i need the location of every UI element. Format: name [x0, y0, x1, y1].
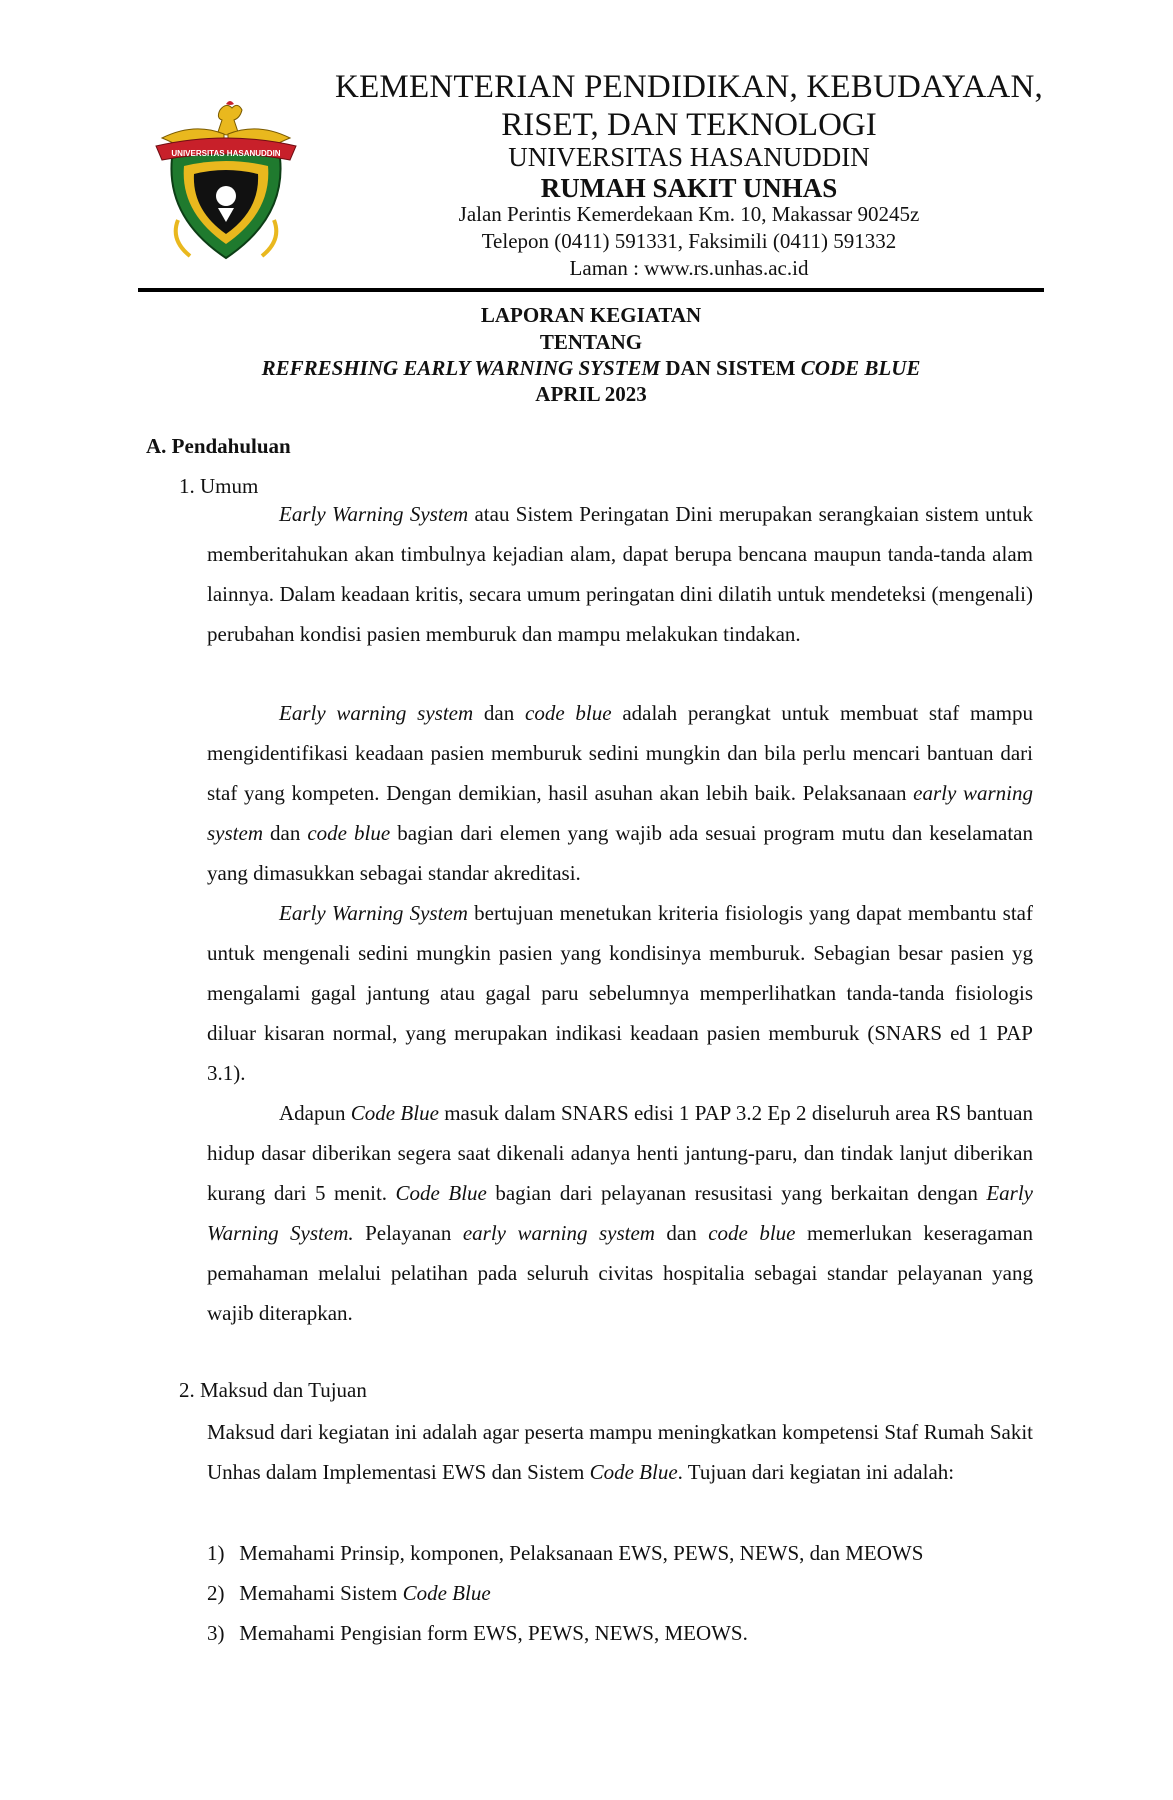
- subsection-heading-tujuan: 2. Maksud dan Tujuan: [179, 1378, 367, 1402]
- p4-text-c: masuk dalam SNARS edisi 1 PAP 3.2 Ep 2 diseluruh area RS bantuan hidup dasar diberikan segera saat dikenali adanya henti jantung-paru, dan tindak lanjut diberikan kurang dari 5 menit.: [207, 1101, 1033, 1205]
- report-title-connector: TENTANG: [539, 330, 643, 354]
- p4-italic-b: Code Blue: [350, 1101, 439, 1125]
- website-line: Laman : www.rs.unhas.ac.id: [569, 256, 809, 280]
- p2-text-b: dan: [473, 701, 526, 725]
- p5-text-c: . Tujuan dari kegiatan ini adalah:: [677, 1460, 955, 1484]
- list-number: 1): [207, 1541, 225, 1565]
- p3-italic: Early Warning System: [279, 901, 468, 925]
- p2-italic-e: early warning system: [207, 781, 1033, 845]
- list-item: [207, 1613, 1033, 1653]
- section-heading: A. Pendahuluan: [146, 434, 291, 458]
- subject-italic-b: CODE BLUE: [800, 356, 921, 380]
- report-title: LAPORAN KEGIATAN: [480, 303, 702, 327]
- ministry-line-1: KEMENTERIAN PENDIDIKAN, KEBUDAYAAN,: [335, 69, 1043, 105]
- university-name: UNIVERSITAS HASANUDDIN: [508, 142, 870, 172]
- report-date: APRIL 2023: [535, 382, 647, 406]
- p4-italic-f: Early Warning System.: [207, 1181, 1033, 1245]
- list-item: [207, 1573, 1033, 1613]
- paragraph-2: [207, 693, 1033, 893]
- p5-italic-b: Code Blue: [589, 1460, 678, 1484]
- subject-italic-a: REFRESHING EARLY WARNING SYSTEM: [261, 356, 661, 380]
- subsection-heading-umum: 1. Umum: [179, 474, 259, 498]
- p4-text-e: bagian dari pelayanan resusitasi yang berkaitan dengan: [486, 1181, 987, 1205]
- ministry-line-2: RISET, DAN TEKNOLOGI: [501, 107, 877, 143]
- list-text: Memahami Pengisian form EWS, PEWS, NEWS, MEOWS.: [239, 1621, 748, 1645]
- letterhead-divider: [138, 288, 1044, 292]
- p2-text-d: adalah perangkat untuk membuat staf mampu mengidentifikasi keadaan pasien memburuk sedini mungkin dan bila perlu mencari bantuan dari staf yang kompeten. Dengan demikian, hasil asuhan akan lebih baik. Pelaksanaan: [207, 701, 1033, 805]
- p4-text-g: Pelayanan: [353, 1221, 463, 1245]
- phone-line: Telepon (0411) 591331, Faksimili (0411) 591332: [481, 229, 897, 253]
- p4-italic-j: code blue: [708, 1221, 796, 1245]
- p2-italic-a: Early warning system: [279, 701, 474, 725]
- university-seal-logo: [152, 100, 300, 268]
- list-number: 2): [207, 1581, 225, 1605]
- p2-italic-g: code blue: [307, 821, 391, 845]
- list-item: [207, 1533, 1033, 1573]
- paragraph-1: [207, 494, 1033, 654]
- p4-italic-d: Code Blue: [395, 1181, 487, 1205]
- address-line: Jalan Perintis Kemerdekaan Km. 10, Makassar 90245z: [458, 202, 920, 226]
- report-subject: [138, 355, 1044, 382]
- p3-text: bertujuan menetukan kriteria fisiologis yang dapat membantu staf untuk mengenali sedini mungkin pasien yang kondisinya memburuk. Sebagian besar pasien yg mengalami gagal jantung atau gagal paru sebelumnya memperlihatkan tanda-tanda fisiologis diluar kisaran normal, yang merupakan indikasi keadaan pasien memburuk (SNARS ed 1 PAP 3.1).: [207, 901, 1033, 1085]
- list-text-italic: Code Blue: [402, 1581, 491, 1605]
- list-number: 3): [207, 1621, 225, 1645]
- p2-text-h: bagian dari elemen yang wajib ada sesuai program mutu dan keselamatan yang dimasukkan sebagai standar akreditasi.: [207, 821, 1034, 885]
- p1-italic: Early Warning System: [279, 502, 469, 526]
- p4-italic-h: early warning system: [462, 1221, 655, 1245]
- p5-text-a: Maksud dari kegiatan ini adalah agar peserta mampu meningkatkan kompetensi Staf Rumah Sakit Unhas dalam Implementasi EWS dan Sistem: [207, 1420, 1033, 1484]
- p2-italic-c: code blue: [525, 701, 612, 725]
- seal-ribbon-text: UNIVERSITAS HASANUDDIN: [171, 149, 281, 158]
- p4-text-i: dan: [654, 1221, 709, 1245]
- paragraph-3: [207, 893, 1033, 1093]
- list-text: Memahami Sistem: [239, 1581, 403, 1605]
- list-text: Memahami Prinsip, komponen, Pelaksanaan EWS, PEWS, NEWS, dan MEOWS: [239, 1541, 924, 1565]
- p4-text-k: memerlukan keseragaman pemahaman melalui pelatihan pada seluruh civitas hospitalia sebagai standar pelayanan yang wajib diterapkan.: [207, 1221, 1034, 1325]
- paragraph-4: [207, 1093, 1033, 1333]
- p2-text-f: dan: [263, 821, 308, 845]
- hospital-name: RUMAH SAKIT UNHAS: [540, 173, 838, 203]
- p4-text-a: Adapun: [279, 1101, 351, 1125]
- objectives-list: [207, 1533, 1033, 1653]
- subject-normal: DAN SISTEM: [660, 356, 801, 380]
- paragraph-5: [207, 1412, 1033, 1492]
- p1-text: atau Sistem Peringatan Dini merupakan serangkaian sistem untuk memberitahukan akan timbulnya kejadian alam, dapat berupa bencana maupun tanda-tanda alam lainnya. Dalam keadaan kritis, secara umum peringatan dini dilatih untuk mendeteksi (mengenali) perubahan kondisi pasien memburuk dan mampu melakukan tindakan.: [207, 502, 1034, 646]
